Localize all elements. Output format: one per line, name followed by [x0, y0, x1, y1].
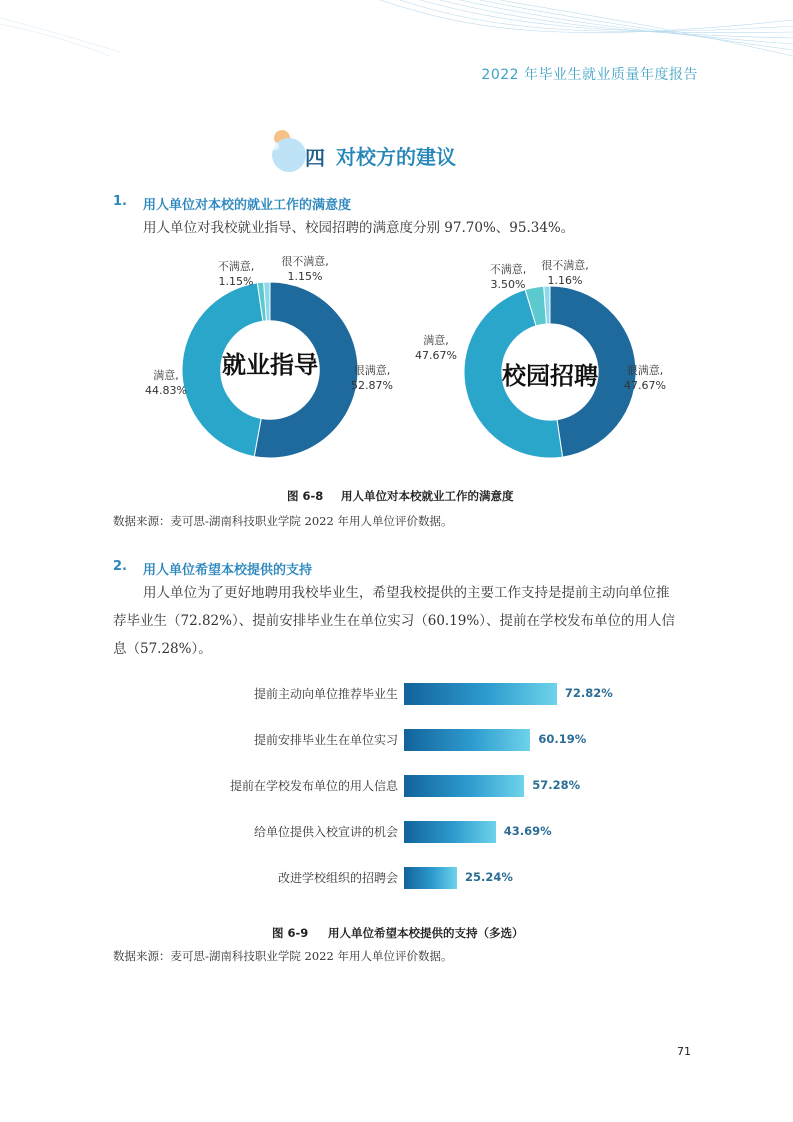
subsection-2-paragraph-line-2: 荐毕业生（72.82%）、提前安排毕业生在单位实习（60.19%）、提前在学校发布单位的用人信 [113, 613, 675, 629]
donut-1-satisfied-value: 44.83% [145, 384, 187, 397]
bar-value-label: 25.24% [465, 870, 513, 884]
donut-1-label-satisfied [136, 368, 196, 398]
bar-category-label: 给单位提供入校宣讲的机会 [253, 825, 398, 839]
figure-2-caption-text: 用人单位希望本校提供的支持（多选） [328, 926, 524, 940]
donut-1-very-dissatisfied-name: 很不满意, [281, 255, 329, 268]
subsection-2-number: 2. [113, 559, 127, 574]
donut-1-label-very-dissatisfied [270, 254, 340, 284]
bar-value-label: 57.28% [532, 778, 581, 792]
bar-value-label: 43.69% [503, 824, 552, 838]
subsection-2-paragraph-line-3: 息（57.28%）。 [113, 641, 212, 657]
bar-category-label: 改进学校组织的招聘会 [277, 871, 398, 885]
report-header-title: 2022 年毕业生就业质量年度报告 [481, 67, 698, 83]
donut-2-label-dissatisfied [478, 262, 538, 292]
figure-1-caption-number: 图 6-8 [287, 489, 324, 503]
donut-2-dissatisfied-value: 3.50% [490, 278, 526, 291]
donut-1-label-dissatisfied [206, 259, 266, 289]
bar-chart-employer-support [0, 670, 793, 900]
figure-2-source: 数据来源：麦可思-湖南科技职业学院 2022 年用人单位评价数据。 [113, 949, 453, 963]
subsection-1-number: 1. [113, 194, 127, 209]
donut-1-satisfied-name: 满意, [153, 369, 179, 382]
donut-1-dissatisfied-name: 不满意, [217, 260, 255, 273]
donut-1-very-satisfied-value: 52.87% [351, 379, 393, 392]
donut-1-very-satisfied-name: 很满意, [353, 364, 391, 377]
donut-2-label-very-dissatisfied [530, 258, 600, 288]
subsection-2-paragraph-line-1: 用人单位为了更好地聘用我校毕业生，希望我校提供的主要工作支持是提前主动向单位推 [143, 585, 670, 601]
bar [404, 867, 457, 889]
section-number: 四 [305, 146, 325, 170]
donut-2-label-very-satisfied [615, 363, 675, 393]
donut-1-dissatisfied-value: 1.15% [218, 275, 254, 288]
donut-2-satisfied-name: 满意, [423, 334, 449, 347]
bar [404, 729, 530, 751]
bar-value-label: 72.82% [564, 686, 613, 700]
bar [404, 775, 524, 797]
header-wave-decoration [0, 0, 793, 60]
donut-1-center-label: 就业指导 [222, 351, 318, 379]
figure-1-caption-text: 用人单位对本校就业工作的满意度 [341, 489, 514, 503]
donut-2-very-satisfied-value: 47.67% [624, 379, 666, 392]
donut-1-very-dissatisfied-value: 1.15% [287, 270, 323, 283]
donut-2-very-dissatisfied-name: 很不满意, [541, 259, 589, 272]
donut-2-label-satisfied [406, 333, 466, 363]
donut-2-satisfied-value: 47.67% [415, 349, 457, 362]
bar-category-label: 提前主动向单位推荐毕业生 [253, 687, 398, 701]
page-number: 71 [677, 1045, 691, 1058]
donut-2-very-dissatisfied-value: 1.16% [547, 274, 583, 287]
subsection-1-paragraph: 用人单位对我校就业指导、校园招聘的满意度分别 97.70%、95.34%。 [143, 220, 575, 236]
subsection-2-heading: 用人单位希望本校提供的支持 [143, 563, 313, 578]
figure-1-source: 数据来源：麦可思-湖南科技职业学院 2022 年用人单位评价数据。 [113, 514, 453, 528]
donut-2-center-label: 校园招聘 [502, 362, 598, 390]
donut-2-very-satisfied-name: 很满意, [626, 364, 664, 377]
bar [404, 683, 557, 705]
bar-category-label: 提前在学校发布单位的用人信息 [229, 779, 398, 793]
donut-2-dissatisfied-name: 不满意, [489, 263, 527, 276]
bar [404, 821, 496, 843]
figure-2-caption-number: 图 6-9 [272, 926, 309, 940]
donut-1-label-very-satisfied [342, 363, 402, 393]
bar-value-label: 60.19% [538, 732, 587, 746]
section-title: 对校方的建议 [336, 145, 456, 169]
bar-category-label: 提前安排毕业生在单位实习 [253, 733, 398, 747]
subsection-1-heading: 用人单位对本校的就业工作的满意度 [143, 198, 352, 213]
